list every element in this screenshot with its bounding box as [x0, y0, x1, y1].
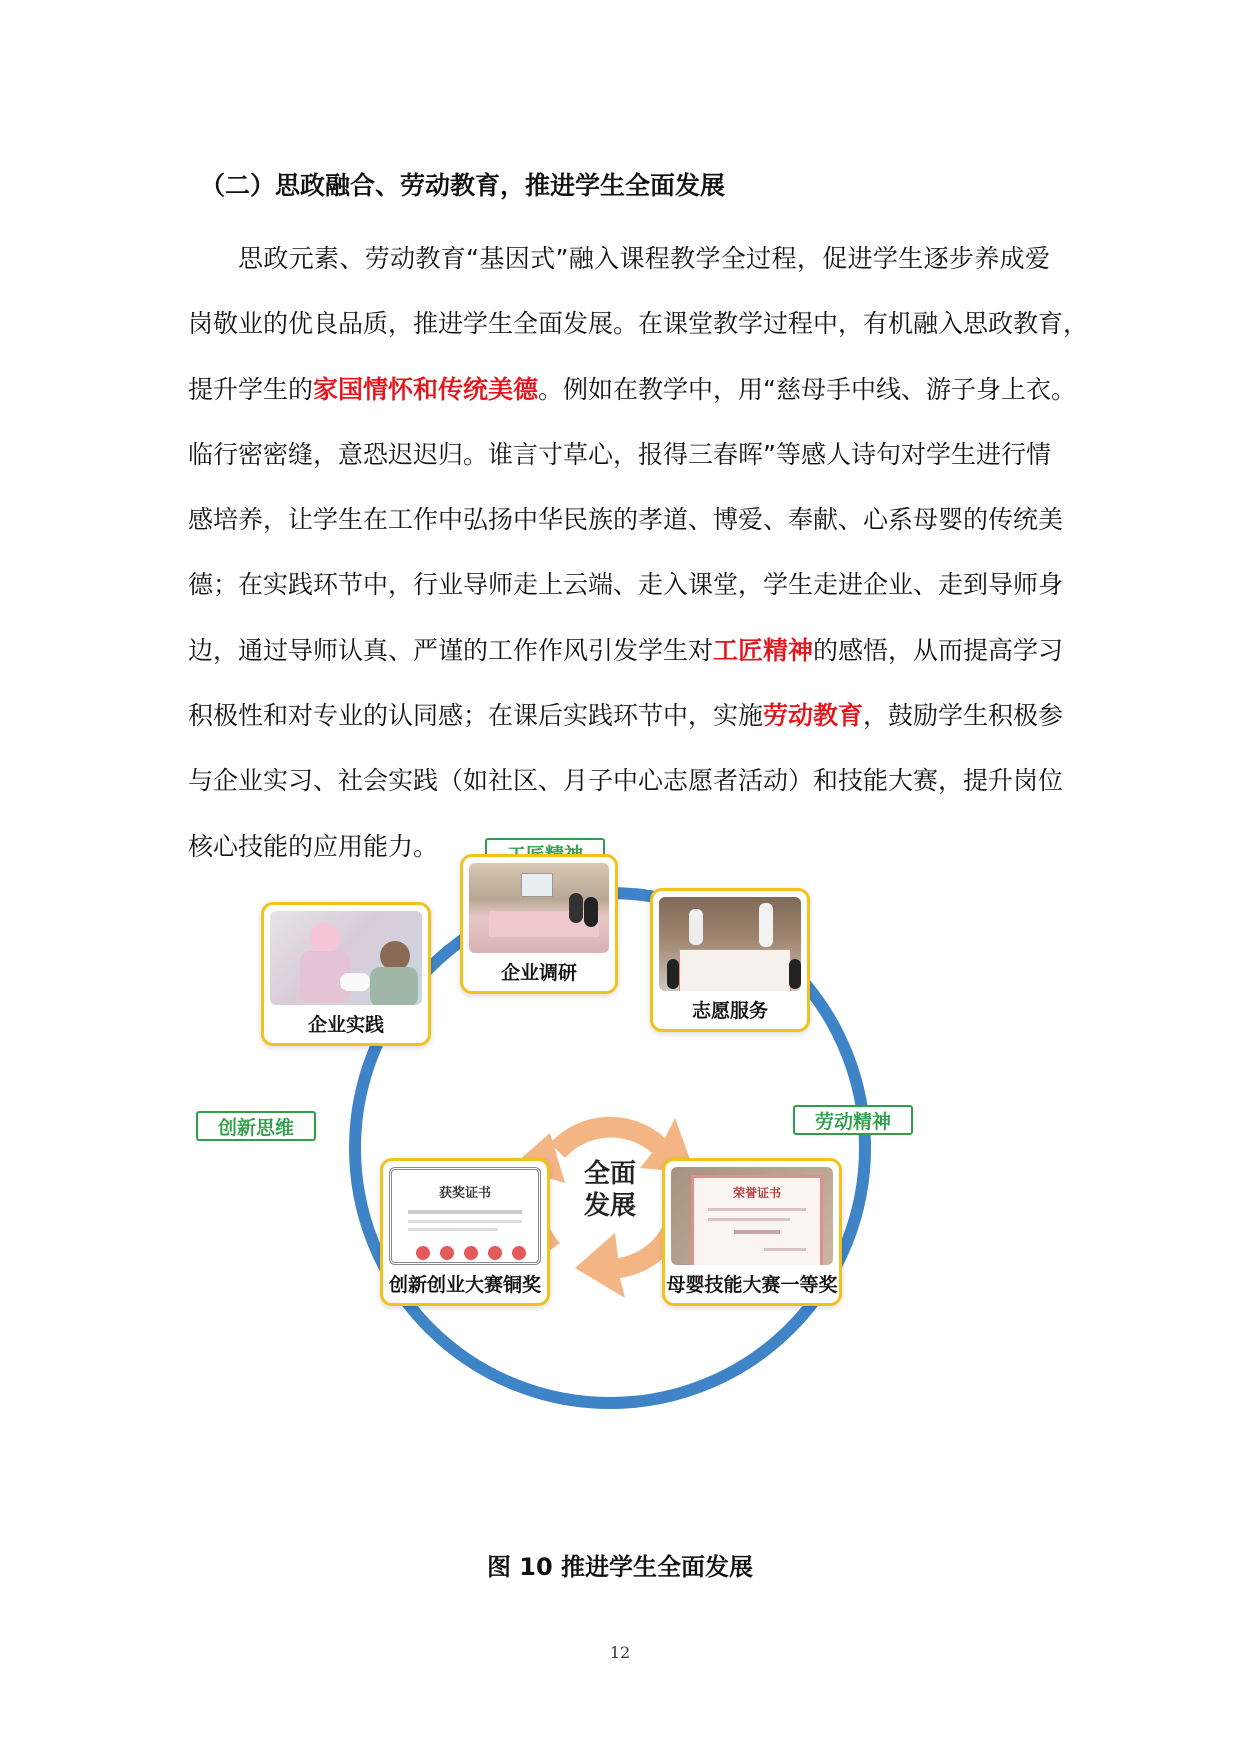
- certificate-title-award: 获奖证书: [438, 1186, 491, 1201]
- research-photo: [469, 863, 609, 953]
- text-segment: 感培养，让学生在工作中弘扬中华民族的孝道、博爱、奉献、心系母婴的传统美: [188, 505, 1064, 535]
- card-caption: 志愿服务: [691, 1000, 768, 1022]
- center-label-line-2: 发展: [583, 1191, 636, 1221]
- card-volunteer-service: [650, 888, 810, 1032]
- page-number: 12: [609, 1643, 631, 1662]
- paragraph-line: [188, 618, 1064, 683]
- text-segment: 的感悟，从而提高学习: [813, 635, 1064, 665]
- text-segment: 与企业实习、社会实践（如社区、月子中心志愿者活动）和技能大赛，提升岗位: [188, 766, 1064, 796]
- paragraph-line: [188, 748, 1064, 813]
- certificate-title-honor: 荣誉证书: [732, 1186, 781, 1200]
- section-heading: （二）思政融合、劳动教育，推进学生全面发展: [200, 171, 726, 200]
- card-enterprise-research: [460, 854, 618, 994]
- body-paragraph: [188, 226, 1089, 879]
- card-caption: 企业调研: [500, 962, 577, 984]
- figure-caption: 图 10 推进学生全面发展: [486, 1553, 754, 1581]
- paragraph-line: [188, 552, 1064, 617]
- card-caption: 企业实践: [307, 1014, 384, 1036]
- text-segment: 德；在实践环节中，行业导师走上云端、走入课堂，学生走进企业、走到导师身: [188, 570, 1064, 600]
- text-segment: 核心技能的应用能力。: [188, 831, 439, 861]
- paragraph-line: [188, 487, 1064, 552]
- card-caption: 创新创业大赛铜奖: [388, 1274, 541, 1296]
- card-enterprise-practice: [261, 902, 431, 1046]
- text-segment: 提升学生的: [188, 374, 314, 404]
- paragraph-line: [188, 226, 1050, 291]
- card-caption: 母婴技能大赛一等奖: [666, 1274, 838, 1296]
- honor-certificate-image: [671, 1167, 833, 1265]
- text-segment: ，鼓励学生积极参: [863, 701, 1064, 731]
- text-segment: 积极性和对专业的认同感；在课后实践环节中，实施: [188, 701, 764, 731]
- card-innovation-award: [380, 1158, 550, 1306]
- text-segment: 思政元素、劳动教育“基因式”融入课程教学全过程，促进学生逐步养成爱: [238, 244, 1050, 273]
- center-label-line-1: 全面: [583, 1159, 636, 1189]
- volunteer-photo: [659, 897, 801, 991]
- text-segment: 岗敬业的优良品质，推进学生全面发展。在课堂教学过程中，有机融入思政教育，: [188, 309, 1089, 339]
- development-figure: [210, 868, 1030, 1468]
- tag-innovative-thinking: 创新思维: [196, 1111, 316, 1141]
- text-segment: 边，通过导师认真、严谨的工作作风引发学生对: [188, 635, 714, 665]
- paragraph-line: [188, 357, 1076, 422]
- tag-labor-spirit: 劳动精神: [793, 1105, 913, 1135]
- highlighted-phrase: 劳动教育: [763, 701, 864, 731]
- center-label: [560, 1158, 660, 1222]
- paragraph-line: [188, 683, 1064, 748]
- paragraph-line: [188, 422, 1050, 487]
- card-skills-award: [662, 1158, 842, 1306]
- paragraph-line: [188, 291, 1089, 356]
- text-segment: 临行密密缝，意恐迟迟归。谁言寸草心，报得三春晖”等感人诗句对学生进行情: [188, 439, 1051, 469]
- highlighted-phrase: 工匠精神: [713, 635, 814, 665]
- award-certificate-image: [389, 1167, 541, 1265]
- highlighted-phrase: 家国情怀和传统美德: [313, 374, 539, 404]
- text-segment: 。例如在教学中，用“慈母手中线、游子身上衣。: [538, 374, 1076, 404]
- practice-photo: [270, 911, 422, 1005]
